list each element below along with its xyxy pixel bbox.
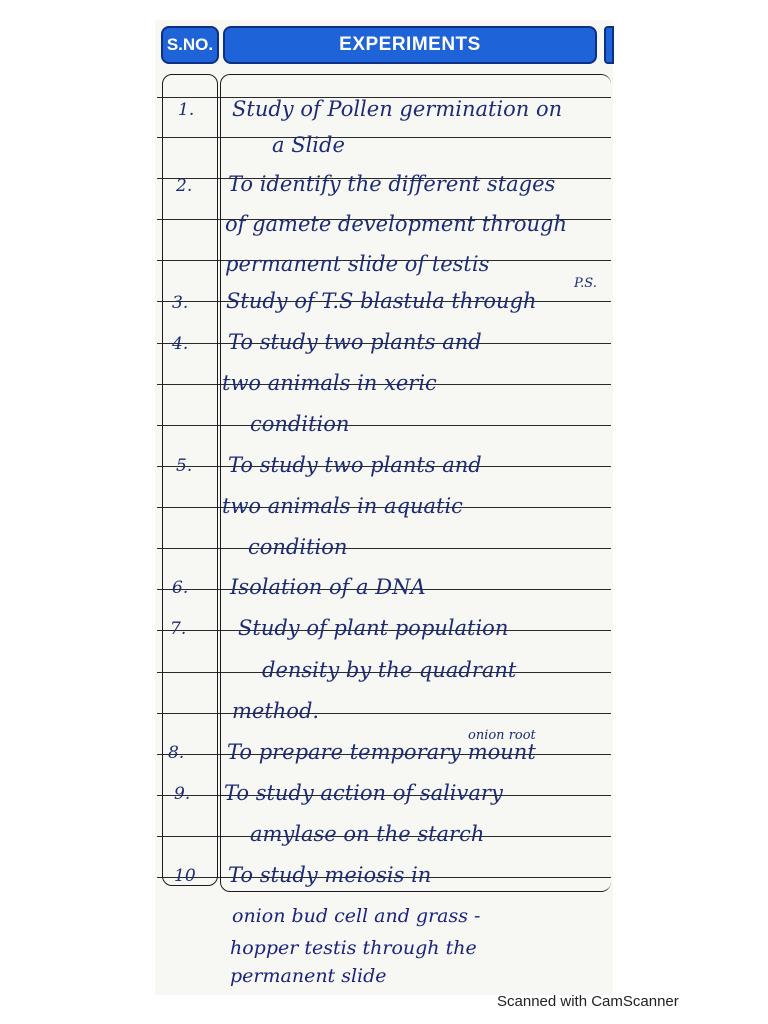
- experiment-text: permanent slide: [230, 965, 387, 987]
- header-edge-tab: [604, 26, 614, 64]
- experiment-text: Study of plant population: [238, 616, 509, 640]
- experiment-text: method.: [232, 699, 320, 723]
- experiments-header: EXPERIMENTS: [223, 26, 597, 64]
- experiment-number: 7.: [170, 619, 187, 639]
- experiment-text: To study meiosis in: [228, 863, 432, 887]
- experiment-text: a Slide: [272, 133, 345, 157]
- experiment-number: 1.: [178, 100, 195, 120]
- experiment-number: 8.: [168, 743, 185, 763]
- experiment-text: To study two plants and: [228, 330, 482, 354]
- experiment-note: onion root: [468, 728, 536, 743]
- experiments-column-frame: [220, 74, 611, 892]
- experiment-text: two animals in aquatic: [222, 494, 463, 518]
- experiment-number: 6.: [172, 578, 189, 598]
- experiment-text: of gamete development through: [225, 212, 568, 236]
- scanner-watermark: Scanned with CamScanner: [497, 993, 679, 1010]
- experiment-text: Isolation of a DNA: [230, 575, 426, 599]
- experiment-text: To identify the different stages: [228, 172, 556, 196]
- experiment-number: 4.: [172, 334, 189, 354]
- experiment-text: amylase on the starch: [250, 822, 485, 846]
- experiment-number: 9.: [174, 784, 191, 804]
- experiment-text: To prepare temporary mount: [227, 740, 536, 764]
- experiment-text: hopper testis through the: [230, 937, 477, 959]
- experiment-text: condition: [248, 535, 348, 559]
- experiment-text: two animals in xeric: [222, 371, 437, 395]
- sno-header: S.NO.: [161, 26, 219, 64]
- experiment-number: 3.: [172, 293, 189, 313]
- experiment-note: P.S.: [574, 276, 597, 291]
- experiment-text: To study action of salivary: [224, 781, 503, 805]
- experiment-text: Study of T.S blastula through: [226, 289, 537, 313]
- experiment-number: 2.: [176, 176, 193, 196]
- experiment-text: To study two plants and: [228, 453, 482, 477]
- experiment-text: condition: [250, 412, 350, 436]
- experiment-text: density by the quadrant: [262, 658, 517, 682]
- experiment-text: onion bud cell and grass -: [232, 905, 481, 927]
- experiment-number: 5.: [176, 456, 193, 476]
- experiment-number: 10: [174, 866, 196, 886]
- experiment-text: Study of Pollen germination on: [232, 97, 563, 121]
- experiment-text: permanent slide of testis: [225, 252, 490, 276]
